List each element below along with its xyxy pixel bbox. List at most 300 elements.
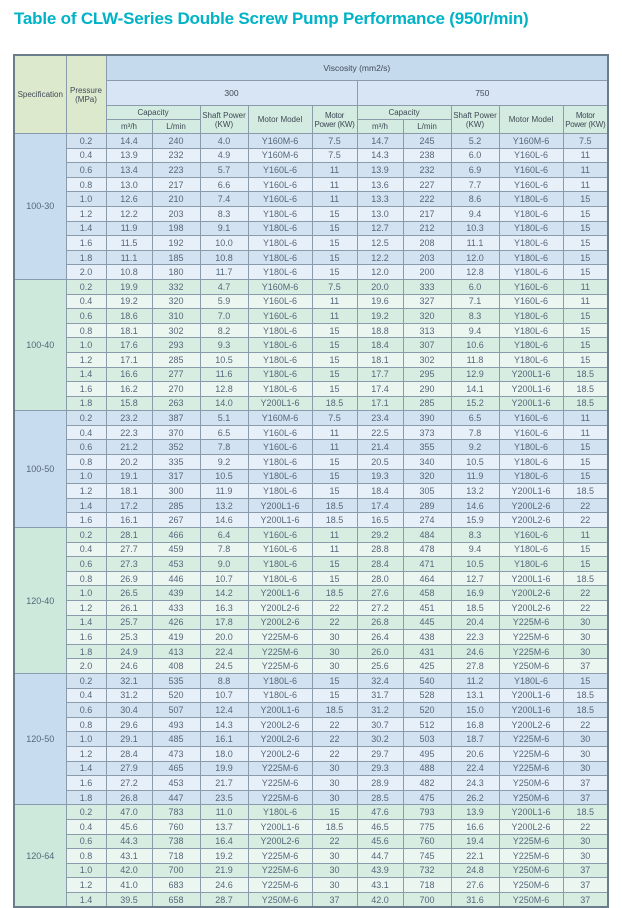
pressure-cell: 0.2 (66, 279, 106, 294)
capacity-m3h-300-cell: 44.3 (106, 834, 152, 849)
motor-model-300-cell: Y180L-6 (248, 455, 312, 470)
shaft-power-300-cell: 5.9 (200, 294, 248, 309)
shaft-power-300-cell: 28.7 (200, 892, 248, 907)
pressure-cell: 0.4 (66, 688, 106, 703)
motor-power-750-cell: 22 (563, 586, 608, 601)
shaft-power-750-cell: 12.8 (451, 265, 499, 280)
capacity-lmin-300-cell: 317 (152, 469, 200, 484)
motor-model-750-cell: Y250M-6 (499, 790, 563, 805)
capacity-lmin-750-cell: 520 (403, 703, 451, 718)
shaft-power-300-cell: 6.6 (200, 177, 248, 192)
motor-power-750-cell: 11 (563, 148, 608, 163)
pressure-cell: 1.4 (66, 221, 106, 236)
motor-power-750-cell: 7.5 (563, 134, 608, 149)
shaft-power-750-cell: 26.2 (451, 790, 499, 805)
capacity-m3h-300-cell: 39.5 (106, 892, 152, 907)
shaft-power-300-cell: 14.3 (200, 717, 248, 732)
capacity-lmin-300-cell: 302 (152, 323, 200, 338)
capacity-lmin-750-cell: 775 (403, 819, 451, 834)
capacity-m3h-750-cell: 28.5 (357, 790, 403, 805)
motor-power-750-cell: 18.5 (563, 571, 608, 586)
motor-model-300-cell: Y180L-6 (248, 206, 312, 221)
shaft-power-750-cell: 10.5 (451, 455, 499, 470)
motor-model-300-cell: Y180L-6 (248, 673, 312, 688)
capacity-lmin-750-cell: 745 (403, 849, 451, 864)
shaft-power-300-cell: 11.9 (200, 484, 248, 499)
spec-cell-100-50: 100-50 (14, 411, 66, 528)
table-row (14, 221, 608, 236)
table-row (14, 557, 608, 572)
capacity-lmin-300-cell: 223 (152, 163, 200, 178)
table-row (14, 703, 608, 718)
pressure-cell: 0.4 (66, 148, 106, 163)
motor-power-750-cell: 15 (563, 323, 608, 338)
motor-model-750-cell: Y200L2-6 (499, 498, 563, 513)
motor-power-300-cell: 11 (312, 163, 357, 178)
pressure-cell: 1.4 (66, 367, 106, 382)
capacity-m3h-750-cell: 46.5 (357, 819, 403, 834)
capacity-m3h-750-cell: 23.4 (357, 411, 403, 426)
capacity-lmin-300-cell: 240 (152, 134, 200, 149)
capacity-lmin-300-cell: 232 (152, 148, 200, 163)
capacity-m3h-750-cell: 27.6 (357, 586, 403, 601)
motor-model-750-cell: Y180L-6 (499, 469, 563, 484)
motor-power-750-cell: 18.5 (563, 382, 608, 397)
shaft-power-750-cell: 8.3 (451, 309, 499, 324)
capacity-m3h-750-cell: 26.4 (357, 630, 403, 645)
motor-model-300-cell: Y225M-6 (248, 863, 312, 878)
motor-power-750-cell: 30 (563, 630, 608, 645)
motor-model-300-cell: Y160L-6 (248, 163, 312, 178)
pressure-cell: 1.2 (66, 878, 106, 893)
motor-model-300-cell: Y200L1-6 (248, 513, 312, 528)
pressure-cell: 1.8 (66, 790, 106, 805)
motor-power-300-cell: 22 (312, 732, 357, 747)
shaft-power-300-cell: 12.4 (200, 703, 248, 718)
motor-power-300-cell: 30 (312, 761, 357, 776)
table-body (14, 134, 608, 908)
table-row (14, 265, 608, 280)
motor-model-300-cell: Y225M-6 (248, 776, 312, 791)
capacity-m3h-750-cell: 20.5 (357, 455, 403, 470)
shaft-power-300-cell: 24.5 (200, 659, 248, 674)
capacity-m3h-300-cell: 42.0 (106, 863, 152, 878)
table-row (14, 878, 608, 893)
motor-model-300-cell: Y180L-6 (248, 382, 312, 397)
motor-power-300-cell: 11 (312, 542, 357, 557)
motor-power-300-cell: 15 (312, 265, 357, 280)
capacity-lmin-750-cell: 431 (403, 644, 451, 659)
motor-model-750-cell: Y180L-6 (499, 309, 563, 324)
motor-power-750-cell: 15 (563, 221, 608, 236)
capacity-lmin-750-cell: 245 (403, 134, 451, 149)
capacity-lmin-750-cell: 390 (403, 411, 451, 426)
header-shaft-power-300: Shaft Power (KW) (200, 106, 248, 134)
capacity-m3h-300-cell: 17.2 (106, 498, 152, 513)
motor-model-300-cell: Y200L1-6 (248, 396, 312, 411)
capacity-m3h-300-cell: 27.3 (106, 557, 152, 572)
capacity-lmin-300-cell: 485 (152, 732, 200, 747)
capacity-m3h-300-cell: 23.2 (106, 411, 152, 426)
capacity-lmin-750-cell: 445 (403, 615, 451, 630)
shaft-power-300-cell: 13.7 (200, 819, 248, 834)
capacity-lmin-300-cell: 320 (152, 294, 200, 309)
motor-power-750-cell: 15 (563, 265, 608, 280)
capacity-m3h-300-cell: 15.8 (106, 396, 152, 411)
motor-model-300-cell: Y160M-6 (248, 134, 312, 149)
motor-power-300-cell: 18.5 (312, 498, 357, 513)
motor-model-750-cell: Y225M-6 (499, 746, 563, 761)
capacity-lmin-300-cell: 520 (152, 688, 200, 703)
header-viscosity-300: 300 (106, 81, 357, 106)
motor-model-750-cell: Y180L-6 (499, 338, 563, 353)
pressure-cell: 0.6 (66, 703, 106, 718)
spec-cell-120-50: 120-50 (14, 673, 66, 804)
motor-model-750-cell: Y180L-6 (499, 542, 563, 557)
capacity-lmin-750-cell: 320 (403, 469, 451, 484)
table-row (14, 513, 608, 528)
motor-model-750-cell: Y250M-6 (499, 878, 563, 893)
header-motor-power-750: Motor Power (KW) (563, 106, 608, 134)
capacity-lmin-300-cell: 192 (152, 236, 200, 251)
shaft-power-300-cell: 10.0 (200, 236, 248, 251)
table-row (14, 644, 608, 659)
pressure-cell: 0.4 (66, 294, 106, 309)
capacity-lmin-300-cell: 413 (152, 644, 200, 659)
capacity-m3h-300-cell: 16.2 (106, 382, 152, 397)
capacity-lmin-750-cell: 232 (403, 163, 451, 178)
motor-model-750-cell: Y225M-6 (499, 732, 563, 747)
motor-power-750-cell: 15 (563, 338, 608, 353)
motor-model-750-cell: Y200L1-6 (499, 688, 563, 703)
table-row (14, 892, 608, 907)
motor-model-750-cell: Y250M-6 (499, 863, 563, 878)
motor-power-750-cell: 18.5 (563, 396, 608, 411)
capacity-lmin-300-cell: 700 (152, 863, 200, 878)
capacity-m3h-300-cell: 29.6 (106, 717, 152, 732)
shaft-power-750-cell: 6.0 (451, 148, 499, 163)
capacity-m3h-300-cell: 27.2 (106, 776, 152, 791)
shaft-power-750-cell: 22.1 (451, 849, 499, 864)
pressure-cell: 0.2 (66, 134, 106, 149)
table-row (14, 805, 608, 820)
pressure-cell: 1.2 (66, 746, 106, 761)
pressure-cell: 1.0 (66, 586, 106, 601)
motor-power-300-cell: 7.5 (312, 411, 357, 426)
table-row (14, 717, 608, 732)
capacity-lmin-750-cell: 700 (403, 892, 451, 907)
pressure-cell: 1.4 (66, 615, 106, 630)
motor-power-300-cell: 22 (312, 601, 357, 616)
motor-power-750-cell: 30 (563, 761, 608, 776)
motor-model-300-cell: Y225M-6 (248, 644, 312, 659)
motor-model-300-cell: Y200L2-6 (248, 732, 312, 747)
spec-cell-100-30: 100-30 (14, 134, 66, 280)
shaft-power-300-cell: 13.2 (200, 498, 248, 513)
capacity-lmin-300-cell: 332 (152, 279, 200, 294)
table-row (14, 411, 608, 426)
capacity-lmin-750-cell: 438 (403, 630, 451, 645)
motor-power-300-cell: 15 (312, 557, 357, 572)
motor-power-300-cell: 30 (312, 630, 357, 645)
capacity-lmin-300-cell: 439 (152, 586, 200, 601)
capacity-m3h-300-cell: 29.1 (106, 732, 152, 747)
motor-power-750-cell: 15 (563, 352, 608, 367)
shaft-power-750-cell: 22.3 (451, 630, 499, 645)
shaft-power-300-cell: 4.7 (200, 279, 248, 294)
motor-model-750-cell: Y225M-6 (499, 761, 563, 776)
motor-power-300-cell: 30 (312, 659, 357, 674)
capacity-lmin-300-cell: 210 (152, 192, 200, 207)
shaft-power-300-cell: 9.2 (200, 455, 248, 470)
shaft-power-750-cell: 10.3 (451, 221, 499, 236)
capacity-lmin-300-cell: 465 (152, 761, 200, 776)
capacity-m3h-300-cell: 16.6 (106, 367, 152, 382)
shaft-power-300-cell: 6.4 (200, 528, 248, 543)
table-row (14, 382, 608, 397)
motor-model-750-cell: Y200L1-6 (499, 805, 563, 820)
motor-model-300-cell: Y160L-6 (248, 528, 312, 543)
capacity-lmin-750-cell: 295 (403, 367, 451, 382)
motor-power-750-cell: 15 (563, 250, 608, 265)
shaft-power-750-cell: 9.4 (451, 323, 499, 338)
pressure-cell: 1.2 (66, 601, 106, 616)
capacity-m3h-750-cell: 12.2 (357, 250, 403, 265)
pressure-cell: 1.0 (66, 469, 106, 484)
shaft-power-300-cell: 16.4 (200, 834, 248, 849)
pressure-cell: 1.6 (66, 630, 106, 645)
motor-model-750-cell: Y180L-6 (499, 557, 563, 572)
capacity-lmin-750-cell: 495 (403, 746, 451, 761)
shaft-power-750-cell: 31.6 (451, 892, 499, 907)
motor-power-300-cell: 18.5 (312, 703, 357, 718)
shaft-power-300-cell: 7.4 (200, 192, 248, 207)
shaft-power-750-cell: 5.2 (451, 134, 499, 149)
capacity-lmin-300-cell: 335 (152, 455, 200, 470)
table-row (14, 746, 608, 761)
table-row (14, 425, 608, 440)
capacity-m3h-750-cell: 18.4 (357, 338, 403, 353)
table-row (14, 732, 608, 747)
capacity-m3h-750-cell: 22.5 (357, 425, 403, 440)
motor-model-300-cell: Y180L-6 (248, 236, 312, 251)
motor-power-750-cell: 37 (563, 776, 608, 791)
capacity-m3h-300-cell: 11.1 (106, 250, 152, 265)
motor-model-750-cell: Y180L-6 (499, 440, 563, 455)
capacity-lmin-750-cell: 478 (403, 542, 451, 557)
capacity-m3h-750-cell: 17.1 (357, 396, 403, 411)
motor-model-300-cell: Y180L-6 (248, 469, 312, 484)
capacity-m3h-750-cell: 13.3 (357, 192, 403, 207)
pressure-cell: 0.8 (66, 571, 106, 586)
motor-power-750-cell: 11 (563, 177, 608, 192)
motor-power-750-cell: 11 (563, 528, 608, 543)
header-m3h-750: m³/h (357, 120, 403, 134)
motor-power-300-cell: 15 (312, 236, 357, 251)
table-row (14, 163, 608, 178)
motor-model-300-cell: Y200L2-6 (248, 717, 312, 732)
capacity-lmin-300-cell: 310 (152, 309, 200, 324)
motor-model-300-cell: Y200L1-6 (248, 819, 312, 834)
capacity-m3h-750-cell: 47.6 (357, 805, 403, 820)
shaft-power-750-cell: 7.1 (451, 294, 499, 309)
shaft-power-300-cell: 10.7 (200, 688, 248, 703)
capacity-m3h-300-cell: 19.1 (106, 469, 152, 484)
header-lmin-750: L/min (403, 120, 451, 134)
motor-model-750-cell: Y200L1-6 (499, 382, 563, 397)
shaft-power-750-cell: 18.5 (451, 601, 499, 616)
motor-power-750-cell: 15 (563, 469, 608, 484)
spec-cell-120-40: 120-40 (14, 528, 66, 674)
pressure-cell: 1.0 (66, 338, 106, 353)
capacity-lmin-300-cell: 285 (152, 498, 200, 513)
capacity-lmin-750-cell: 203 (403, 250, 451, 265)
capacity-lmin-300-cell: 408 (152, 659, 200, 674)
motor-power-300-cell: 30 (312, 790, 357, 805)
motor-model-750-cell: Y180L-6 (499, 206, 563, 221)
motor-power-750-cell: 15 (563, 455, 608, 470)
capacity-m3h-300-cell: 22.3 (106, 425, 152, 440)
motor-model-300-cell: Y180L-6 (248, 265, 312, 280)
shaft-power-300-cell: 24.6 (200, 878, 248, 893)
capacity-m3h-300-cell: 21.2 (106, 440, 152, 455)
capacity-lmin-300-cell: 352 (152, 440, 200, 455)
motor-power-750-cell: 37 (563, 892, 608, 907)
motor-model-750-cell: Y180L-6 (499, 236, 563, 251)
motor-power-300-cell: 11 (312, 425, 357, 440)
pressure-cell: 0.2 (66, 411, 106, 426)
shaft-power-750-cell: 9.4 (451, 542, 499, 557)
motor-power-750-cell: 37 (563, 878, 608, 893)
capacity-m3h-300-cell: 26.1 (106, 601, 152, 616)
capacity-m3h-750-cell: 30.2 (357, 732, 403, 747)
shaft-power-750-cell: 12.7 (451, 571, 499, 586)
capacity-m3h-300-cell: 26.9 (106, 571, 152, 586)
shaft-power-750-cell: 24.3 (451, 776, 499, 791)
capacity-lmin-750-cell: 313 (403, 323, 451, 338)
shaft-power-750-cell: 15.2 (451, 396, 499, 411)
motor-model-300-cell: Y180L-6 (248, 323, 312, 338)
shaft-power-750-cell: 14.6 (451, 498, 499, 513)
header-motor-power-300: Motor Power (KW) (312, 106, 357, 134)
motor-power-750-cell: 11 (563, 279, 608, 294)
motor-power-750-cell: 11 (563, 425, 608, 440)
shaft-power-300-cell: 9.3 (200, 338, 248, 353)
capacity-m3h-750-cell: 31.7 (357, 688, 403, 703)
table-row (14, 819, 608, 834)
capacity-m3h-300-cell: 24.6 (106, 659, 152, 674)
header-pressure: Pressure (MPa) (66, 55, 106, 134)
motor-power-300-cell: 11 (312, 192, 357, 207)
table-row (14, 498, 608, 513)
pressure-cell: 0.8 (66, 323, 106, 338)
capacity-m3h-750-cell: 12.0 (357, 265, 403, 280)
capacity-lmin-750-cell: 760 (403, 834, 451, 849)
header-motor-model-750: Motor Model (499, 106, 563, 134)
pressure-cell: 1.2 (66, 352, 106, 367)
shaft-power-300-cell: 16.3 (200, 601, 248, 616)
pressure-cell: 0.6 (66, 440, 106, 455)
capacity-m3h-750-cell: 43.9 (357, 863, 403, 878)
motor-model-300-cell: Y250M-6 (248, 892, 312, 907)
capacity-lmin-300-cell: 683 (152, 878, 200, 893)
shaft-power-750-cell: 15.0 (451, 703, 499, 718)
motor-model-750-cell: Y200L1-6 (499, 484, 563, 499)
motor-power-300-cell: 15 (312, 367, 357, 382)
capacity-m3h-300-cell: 27.9 (106, 761, 152, 776)
shaft-power-300-cell: 10.8 (200, 250, 248, 265)
capacity-lmin-750-cell: 274 (403, 513, 451, 528)
motor-model-750-cell: Y250M-6 (499, 892, 563, 907)
motor-power-750-cell: 22 (563, 498, 608, 513)
motor-model-750-cell: Y180L-6 (499, 455, 563, 470)
spec-cell-120-64: 120-64 (14, 805, 66, 908)
motor-model-300-cell: Y200L1-6 (248, 586, 312, 601)
motor-power-300-cell: 30 (312, 644, 357, 659)
shaft-power-300-cell: 11.0 (200, 805, 248, 820)
capacity-m3h-300-cell: 17.6 (106, 338, 152, 353)
motor-power-300-cell: 30 (312, 849, 357, 864)
capacity-lmin-750-cell: 718 (403, 878, 451, 893)
capacity-lmin-300-cell: 783 (152, 805, 200, 820)
shaft-power-750-cell: 11.1 (451, 236, 499, 251)
motor-power-300-cell: 7.5 (312, 279, 357, 294)
shaft-power-300-cell: 14.2 (200, 586, 248, 601)
capacity-m3h-300-cell: 10.8 (106, 265, 152, 280)
shaft-power-750-cell: 9.2 (451, 440, 499, 455)
motor-power-750-cell: 22 (563, 601, 608, 616)
capacity-m3h-750-cell: 13.9 (357, 163, 403, 178)
pressure-cell: 0.4 (66, 425, 106, 440)
shaft-power-750-cell: 15.9 (451, 513, 499, 528)
motor-model-750-cell: Y180L-6 (499, 673, 563, 688)
table-row (14, 601, 608, 616)
table-row (14, 206, 608, 221)
capacity-m3h-300-cell: 17.1 (106, 352, 152, 367)
capacity-m3h-300-cell: 28.4 (106, 746, 152, 761)
shaft-power-300-cell: 7.0 (200, 309, 248, 324)
shaft-power-300-cell: 12.8 (200, 382, 248, 397)
capacity-m3h-750-cell: 18.8 (357, 323, 403, 338)
pressure-cell: 0.8 (66, 455, 106, 470)
pressure-cell: 0.2 (66, 673, 106, 688)
shaft-power-750-cell: 12.0 (451, 250, 499, 265)
capacity-m3h-300-cell: 25.3 (106, 630, 152, 645)
motor-power-750-cell: 18.5 (563, 484, 608, 499)
capacity-lmin-300-cell: 387 (152, 411, 200, 426)
capacity-lmin-750-cell: 307 (403, 338, 451, 353)
motor-model-750-cell: Y200L2-6 (499, 717, 563, 732)
capacity-m3h-750-cell: 26.0 (357, 644, 403, 659)
pressure-cell: 0.6 (66, 163, 106, 178)
capacity-m3h-300-cell: 13.0 (106, 177, 152, 192)
capacity-m3h-750-cell: 14.3 (357, 148, 403, 163)
capacity-lmin-750-cell: 484 (403, 528, 451, 543)
capacity-lmin-750-cell: 238 (403, 148, 451, 163)
table-row (14, 571, 608, 586)
pressure-cell: 1.4 (66, 498, 106, 513)
motor-power-300-cell: 30 (312, 863, 357, 878)
motor-power-300-cell: 7.5 (312, 148, 357, 163)
motor-model-750-cell: Y180L-6 (499, 352, 563, 367)
capacity-m3h-300-cell: 18.6 (106, 309, 152, 324)
capacity-m3h-750-cell: 28.4 (357, 557, 403, 572)
motor-model-750-cell: Y160L-6 (499, 411, 563, 426)
table-row (14, 177, 608, 192)
capacity-m3h-750-cell: 44.7 (357, 849, 403, 864)
motor-power-750-cell: 11 (563, 163, 608, 178)
header-row-1 (14, 55, 608, 81)
